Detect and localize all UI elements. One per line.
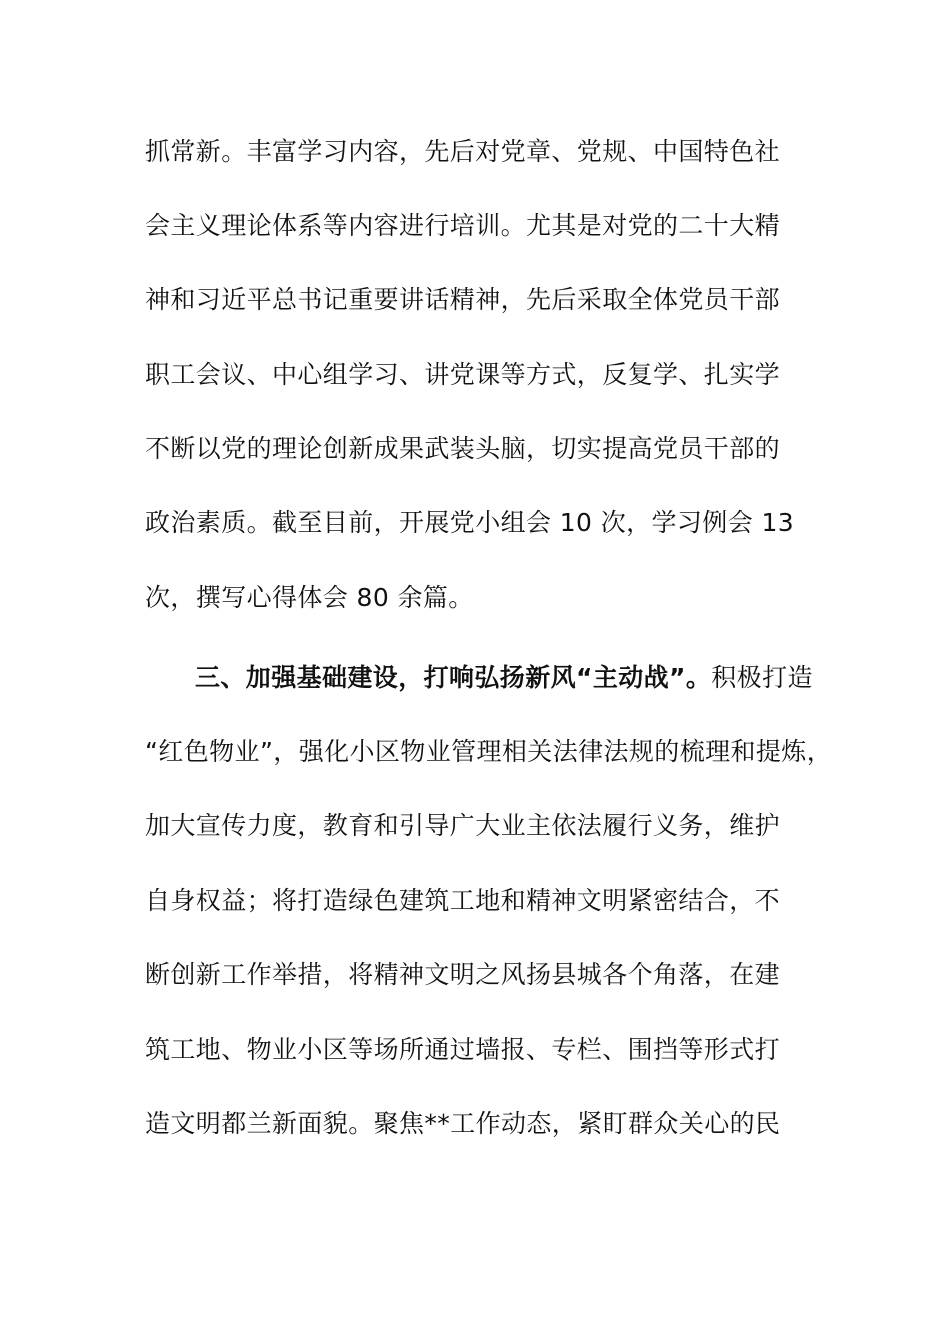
paragraph-line: 会主义理论体系等内容进行培训。尤其是对党的二十大精 [145, 211, 781, 240]
paragraph-line: “红色物业”，强化小区物业管理相关法律法规的梳理和提炼， [145, 737, 833, 766]
paragraph-line: 次，撰写心得体会 80 余篇。 [145, 583, 474, 612]
paragraph-line: 不断以党的理论创新成果武装头脑，切实提高党员干部的 [145, 434, 781, 463]
paragraph-line: 抓常新。丰富学习内容，先后对党章、党规、中国特色社 [145, 137, 781, 166]
paragraph-line: 加大宣传力度，教育和引导广大业主依法履行义务，维护 [145, 811, 781, 840]
paragraph-line: 筑工地、物业小区等场所通过墙报、专栏、围挡等形式打 [145, 1035, 781, 1064]
paragraph-line: 自身权益；将打造绿色建筑工地和精神文明紧密结合，不 [145, 886, 781, 915]
paragraph-line: 断创新工作举措，将精神文明之风扬县城各个角落，在建 [145, 960, 781, 989]
section-heading-line [195, 658, 845, 698]
paragraph-line: 政治素质。截至目前，开展党小组会 10 次，学习例会 13 [145, 508, 795, 537]
paragraph-line: 造文明都兰新面貌。聚焦**工作动态，紧盯群众关心的民 [145, 1109, 781, 1138]
paragraph-line: 神和习近平总书记重要讲话精神，先后采取全体党员干部 [145, 285, 781, 314]
section-heading: 三、加强基础建设，打响弘扬新风“主动战”。 [195, 663, 712, 692]
heading-line-continuation: 积极打造 [711, 663, 813, 692]
paragraph-line: 职工会议、中心组学习、讲党课等方式，反复学、扎实学 [145, 360, 781, 389]
